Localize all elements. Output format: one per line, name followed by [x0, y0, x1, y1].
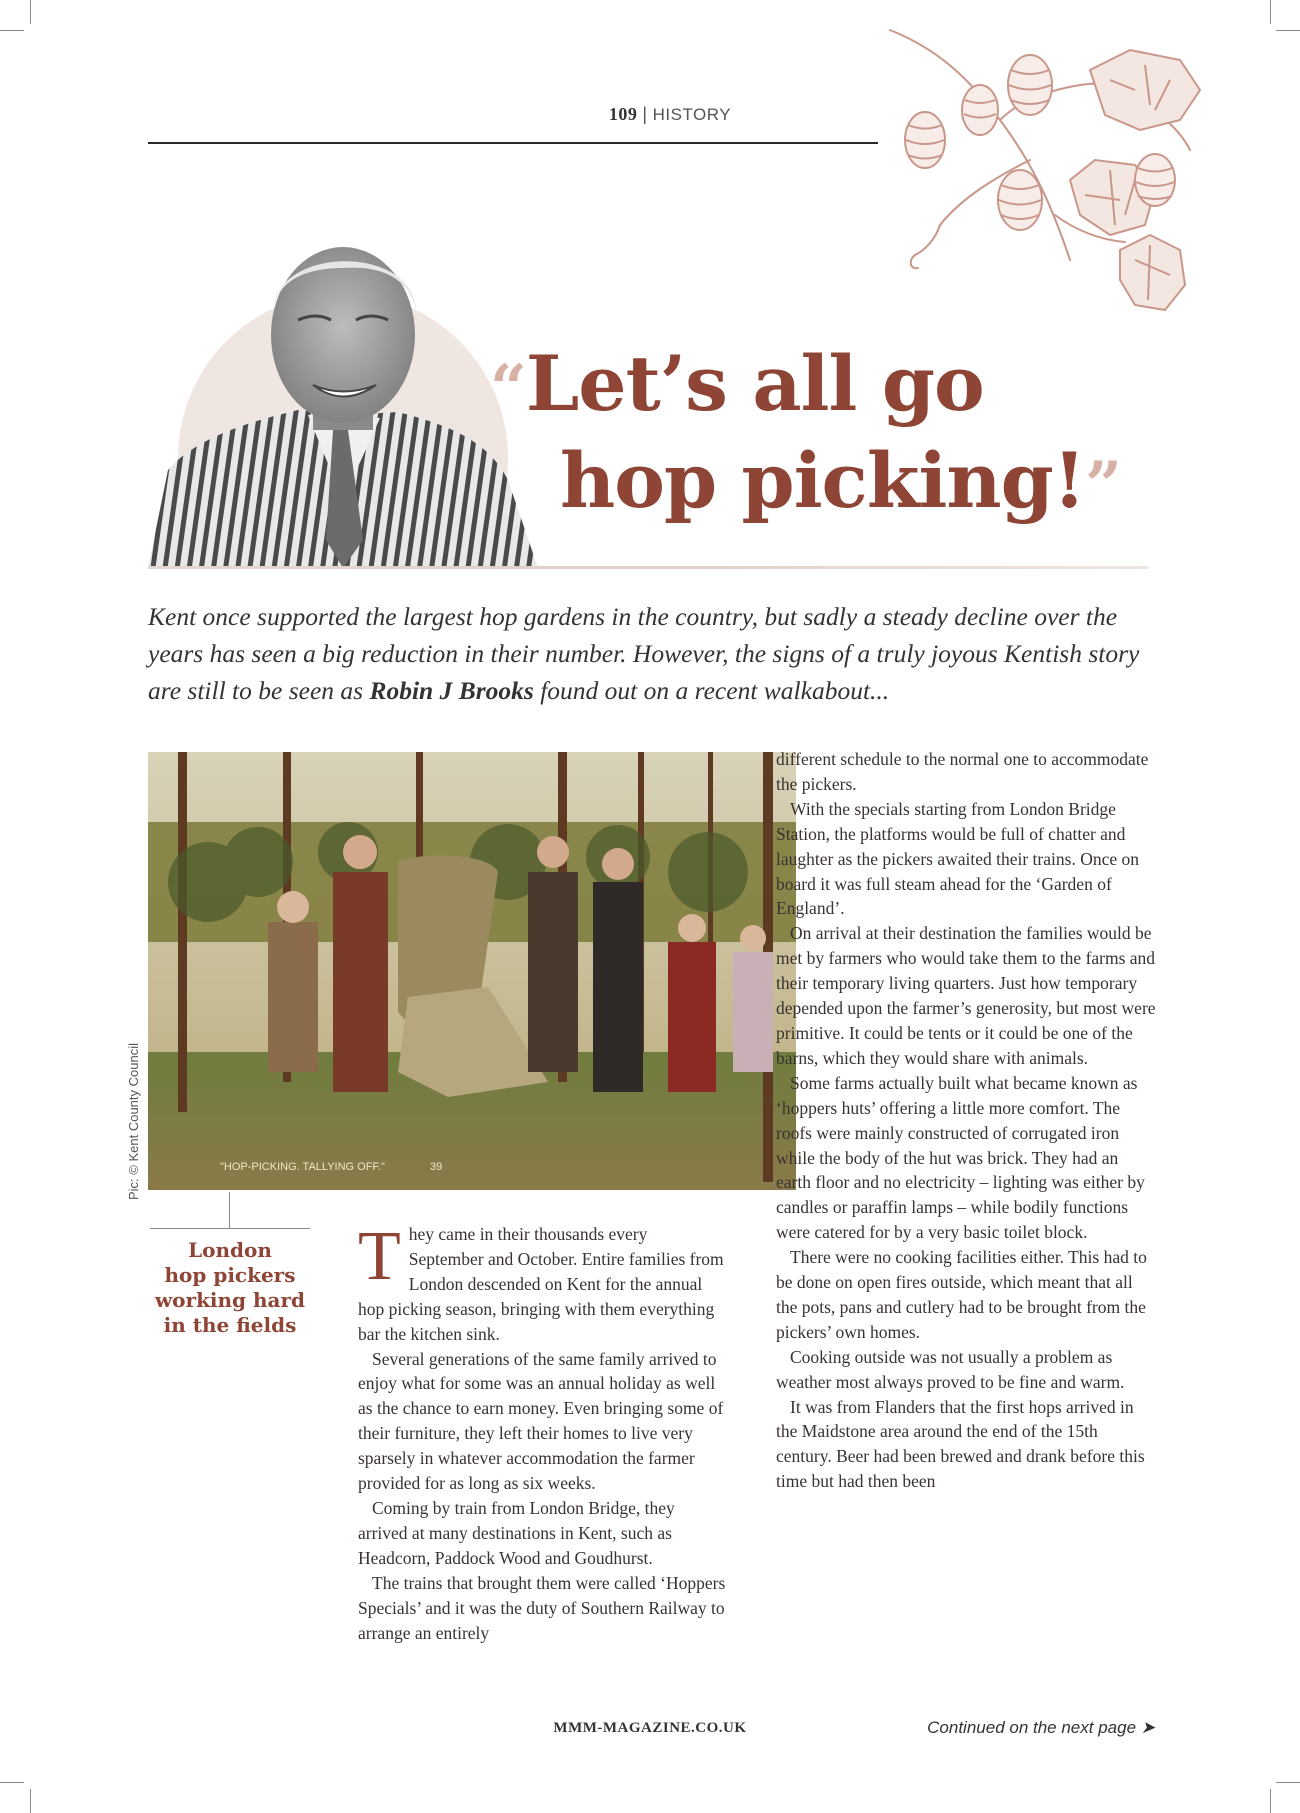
- crop-mark: [1276, 30, 1300, 31]
- caption-rule: [150, 1228, 310, 1229]
- author-name: Robin J Brooks: [369, 676, 534, 705]
- drop-cap: T: [358, 1218, 401, 1295]
- photo-caption: London hop pickers working hard in the fields: [154, 1238, 306, 1337]
- article-paragraph: Cooking outside was not usually a problem as weather most always proved to be fine and warm.: [776, 1346, 1125, 1392]
- continued-next-page: Continued on the next page ➤: [927, 1718, 1155, 1737]
- crop-mark: [30, 0, 31, 24]
- article-paragraph: Some farms actually built what became known as ‘hoppers huts’ offering a little more comfort. The roofs were mainly constructed of corrugated iron while the body of the hut was brick. They had an earth floor and no electricity – lighting was either by candles or paraffin lamps – while bodily functions were catered for by a very basic toilet block.: [776, 1072, 1145, 1243]
- page-number: 109: [608, 104, 638, 124]
- headline-line-1: “Let’s all go: [490, 339, 984, 428]
- crop-mark: [1270, 0, 1271, 24]
- caption-pointer-line: [229, 1192, 230, 1228]
- header-separator: |: [642, 104, 648, 124]
- photo-credit: Pic: © Kent County Council: [126, 1043, 141, 1200]
- header-rule: [148, 142, 878, 144]
- crop-mark: [0, 1782, 24, 1783]
- standfirst: Kent once supported the largest hop gardens in the country, but sadly a steady decline over the years has seen a big reduction in their number. However, the signs of a truly joyous Kentish story are still to be seen as Robin J Brooks found out on a recent walkabout...: [148, 602, 1140, 705]
- crop-mark: [30, 1789, 31, 1813]
- article-paragraph: Several generations of the same family arrived to enjoy what for some was an annual holiday as well as the chance to earn money. Even bringing some of their furniture, they left their homes to live very sparsely in whatever accommodation the farmer provided for as long as six weeks.: [358, 1348, 724, 1494]
- article-paragraph: different schedule to the normal one to accommodate the pickers.: [776, 749, 1149, 794]
- headline-rule: [148, 566, 1148, 569]
- author-portrait-photo: [148, 240, 538, 568]
- article-column-2: [776, 747, 1156, 1494]
- crop-mark: [0, 30, 24, 31]
- postcard-number: 39: [430, 1161, 443, 1173]
- hop-pickers-photo: [148, 752, 796, 1190]
- article-paragraph: On arrival at their destination the families would be met by farmers who would take them to the farms and their temporary living quarters. Just how temporary depended upon the farmer’s generosity, but most were primitive. It could be tents or it could be one of the barns, which they would share with animals.: [776, 923, 1156, 1068]
- postcard-title: "HOP-PICKING. TALLYING OFF.": [220, 1161, 385, 1173]
- article-paragraph: They came in their thousands every September and October. Entire families from London descended on Kent for the annual hop picking season, bringing with them everything bar the kitchen sink.: [358, 1218, 724, 1344]
- article-paragraph: With the specials starting from London Bridge Station, the platforms would be full of chatter and laughter as the pickers awaited their trains. Once on board it was full steam ahead for the ‘Garden of England’.: [776, 798, 1139, 919]
- article-paragraph: The trains that brought them were called ‘Hoppers Specials’ and it was the duty of Southern Railway to arrange an entirely: [358, 1572, 726, 1643]
- article-paragraph: There were no cooking facilities either. This had to be done on open fires outside, which meant that all the pots, pans and cutlery had to be brought from the pickers’ own homes.: [776, 1247, 1147, 1342]
- article-paragraph: It was from Flanders that the first hops arrived in the Maidstone area around the end of the 15th century. Beer had been brewed and drank before this time but had then been: [776, 1396, 1145, 1492]
- article-paragraph: Coming by train from London Bridge, they arrived at many destinations in Kent, such as Headcorn, Paddock Wood and Goudhurst.: [358, 1497, 675, 1568]
- headline-line-2: hop picking!”: [560, 436, 1121, 525]
- crop-mark: [1270, 1789, 1271, 1813]
- headline: [490, 338, 1230, 532]
- close-quote-mark: ”: [1085, 448, 1121, 523]
- footer-website: MMM-MAGAZINE.CO.UK: [553, 1720, 747, 1736]
- section-name: HISTORY: [652, 105, 732, 124]
- section-header: [520, 104, 820, 125]
- hop-vine-illustration: [880, 10, 1210, 350]
- open-quote-mark: “: [490, 351, 526, 426]
- crop-mark: [1276, 1782, 1300, 1783]
- article-column-1: [358, 1218, 726, 1645]
